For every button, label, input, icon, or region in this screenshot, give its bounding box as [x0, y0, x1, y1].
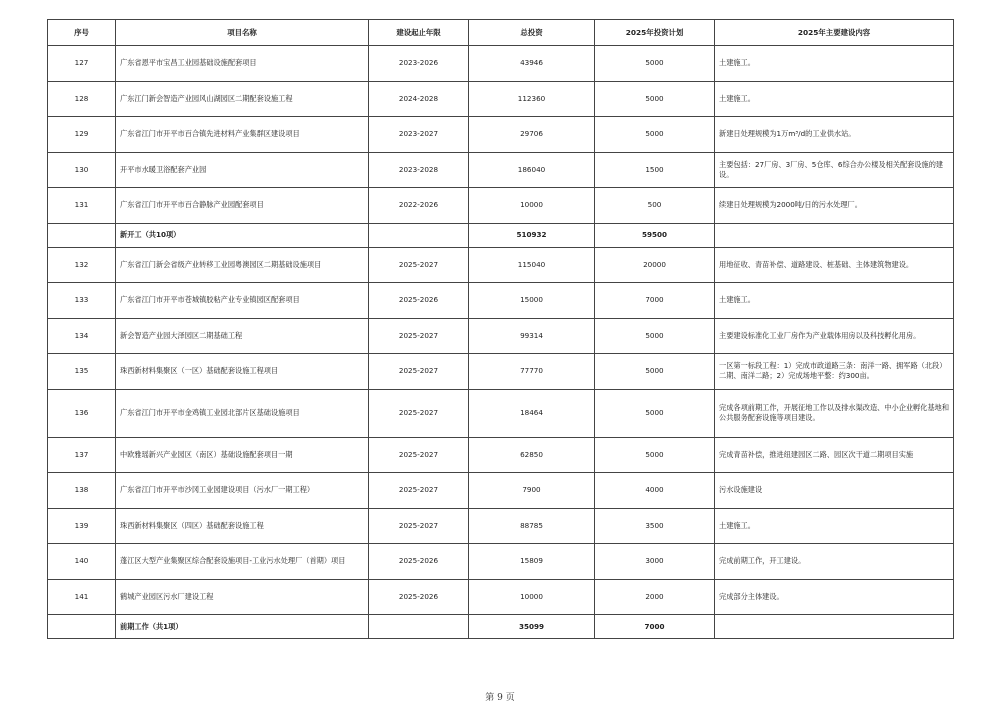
table-row	[48, 389, 954, 437]
cell-index: 138	[48, 473, 116, 509]
cell-2025-plan: 5000	[595, 389, 715, 437]
cell-index: 132	[48, 247, 116, 283]
cell-2025-content: 完成部分主体建设。	[715, 579, 954, 615]
table-row	[48, 354, 954, 390]
cell-index: 141	[48, 579, 116, 615]
cell-period: 2025-2027	[369, 318, 469, 354]
cell-project-name: 前期工作（共1项）	[116, 615, 369, 639]
cell-2025-content: 主要建设标准化工业厂房作为产业载体用房以及科技孵化用房。	[715, 318, 954, 354]
cell-index: 134	[48, 318, 116, 354]
cell-period: 2023-2028	[369, 152, 469, 188]
project-table	[47, 19, 954, 639]
cell-period: 2025-2026	[369, 579, 469, 615]
cell-total-investment: 77770	[469, 354, 595, 390]
cell-total-investment: 43946	[469, 46, 595, 82]
cell-project-name: 广东省江门市开平市苍城镇胶粘产业专业镇园区配套项目	[116, 283, 369, 319]
table-row	[48, 508, 954, 544]
cell-total-investment: 510932	[469, 223, 595, 247]
cell-index: 129	[48, 117, 116, 153]
cell-index: 136	[48, 389, 116, 437]
cell-2025-plan: 5000	[595, 318, 715, 354]
cell-2025-content: 土建施工。	[715, 81, 954, 117]
table-row	[48, 46, 954, 82]
cell-total-investment: 62850	[469, 437, 595, 473]
cell-2025-plan: 7000	[595, 615, 715, 639]
cell-project-name: 广东省江门市开平市百合镇先进材料产业集群区建设项目	[116, 117, 369, 153]
cell-2025-plan: 500	[595, 188, 715, 224]
cell-period: 2024-2028	[369, 81, 469, 117]
cell-index	[48, 223, 116, 247]
cell-index: 133	[48, 283, 116, 319]
cell-total-investment: 15809	[469, 544, 595, 580]
cell-2025-content: 一区第一标段工程：1）完成市政道路三条：南洋一路、拥军路（北段）二期、南洋二路；2）完成场地平整：约300亩。	[715, 354, 954, 390]
cell-period: 2022-2026	[369, 188, 469, 224]
cell-index: 128	[48, 81, 116, 117]
cell-index: 140	[48, 544, 116, 580]
table-subtotal-row	[48, 223, 954, 247]
cell-project-name: 开平市水暖卫浴配套产业园	[116, 152, 369, 188]
cell-2025-plan: 3500	[595, 508, 715, 544]
cell-2025-content	[715, 615, 954, 639]
table-header-row	[48, 20, 954, 46]
cell-period	[369, 223, 469, 247]
cell-2025-content: 完成各项前期工作，开展征地工作以及排水渠改造、中小企业孵化基地和公共服务配套设施等项目建设。	[715, 389, 954, 437]
cell-2025-content: 土建施工。	[715, 46, 954, 82]
cell-total-investment: 7900	[469, 473, 595, 509]
cell-project-name: 珠西新材料集聚区（一区）基础配套设施工程项目	[116, 354, 369, 390]
table-row	[48, 152, 954, 188]
cell-2025-plan: 3000	[595, 544, 715, 580]
cell-2025-content: 污水设施建设	[715, 473, 954, 509]
cell-period: 2023-2027	[369, 117, 469, 153]
cell-total-investment: 29706	[469, 117, 595, 153]
cell-2025-plan: 4000	[595, 473, 715, 509]
cell-total-investment: 18464	[469, 389, 595, 437]
cell-period: 2025-2027	[369, 389, 469, 437]
cell-project-name: 新会智造产业园大泽园区二期基础工程	[116, 318, 369, 354]
cell-index: 135	[48, 354, 116, 390]
cell-project-name: 蓬江区大型产业集聚区综合配套设施项目-工业污水处理厂（首期）项目	[116, 544, 369, 580]
cell-2025-plan: 59500	[595, 223, 715, 247]
cell-project-name: 广东省江门市开平市金鸡镇工业园北部片区基础设施项目	[116, 389, 369, 437]
cell-period: 2023-2026	[369, 46, 469, 82]
header-2025-content: 2025年主要建设内容	[715, 20, 954, 46]
header-2025-plan: 2025年投资计划	[595, 20, 715, 46]
cell-total-investment: 186040	[469, 152, 595, 188]
cell-2025-plan: 5000	[595, 117, 715, 153]
cell-project-name: 广东省恩平市宝昌工业园基础设施配套项目	[116, 46, 369, 82]
cell-2025-content: 主要包括：27厂房、3厂房、5仓库、6综合办公楼及相关配套设施的建设。	[715, 152, 954, 188]
cell-2025-content: 新建日处理规模为1万m³/d的工业供水站。	[715, 117, 954, 153]
cell-index: 130	[48, 152, 116, 188]
cell-2025-content: 用地征收、青苗补偿、道路建设、桩基础、主体建筑物建设。	[715, 247, 954, 283]
cell-project-name: 珠西新材料集聚区（四区）基础配套设施工程	[116, 508, 369, 544]
cell-project-name: 中欧雅瑶新兴产业园区（南区）基础设施配套项目一期	[116, 437, 369, 473]
table-row	[48, 437, 954, 473]
cell-2025-content	[715, 223, 954, 247]
table-row	[48, 188, 954, 224]
table-row	[48, 473, 954, 509]
cell-index: 139	[48, 508, 116, 544]
cell-total-investment: 10000	[469, 188, 595, 224]
cell-total-investment: 15000	[469, 283, 595, 319]
cell-index: 127	[48, 46, 116, 82]
table-row	[48, 579, 954, 615]
cell-2025-content: 土建施工。	[715, 508, 954, 544]
table-subtotal-row	[48, 615, 954, 639]
cell-2025-content: 续建日处理规模为2000吨/日的污水处理厂。	[715, 188, 954, 224]
cell-2025-plan: 20000	[595, 247, 715, 283]
cell-2025-plan: 1500	[595, 152, 715, 188]
cell-period	[369, 615, 469, 639]
cell-2025-plan: 5000	[595, 81, 715, 117]
cell-period: 2025-2027	[369, 437, 469, 473]
header-total-investment: 总投资	[469, 20, 595, 46]
table-row	[48, 81, 954, 117]
cell-2025-plan: 5000	[595, 46, 715, 82]
cell-total-investment: 88785	[469, 508, 595, 544]
cell-total-investment: 10000	[469, 579, 595, 615]
cell-project-name: 广东省江门市开平市百合静脉产业园配套项目	[116, 188, 369, 224]
cell-index: 137	[48, 437, 116, 473]
cell-2025-plan: 5000	[595, 437, 715, 473]
table-row	[48, 247, 954, 283]
cell-period: 2025-2027	[369, 508, 469, 544]
cell-project-name: 鹤城产业园区污水厂建设工程	[116, 579, 369, 615]
cell-period: 2025-2027	[369, 473, 469, 509]
cell-index	[48, 615, 116, 639]
cell-project-name: 新开工（共10项）	[116, 223, 369, 247]
cell-period: 2025-2027	[369, 354, 469, 390]
cell-project-name: 广东省江门市开平市沙冈工业园建设项目（污水厂一期工程）	[116, 473, 369, 509]
cell-total-investment: 112360	[469, 81, 595, 117]
table-row	[48, 283, 954, 319]
cell-period: 2025-2026	[369, 544, 469, 580]
cell-2025-plan: 7000	[595, 283, 715, 319]
cell-total-investment: 115040	[469, 247, 595, 283]
cell-total-investment: 99314	[469, 318, 595, 354]
table-row	[48, 544, 954, 580]
header-period: 建设起止年限	[369, 20, 469, 46]
cell-project-name: 广东省江门新会省级产业转移工业园粤澳园区二期基础设施项目	[116, 247, 369, 283]
header-index: 序号	[48, 20, 116, 46]
table-body	[48, 46, 954, 639]
page-number: 第 9 页	[485, 693, 515, 703]
header-project-name: 项目名称	[116, 20, 369, 46]
cell-2025-content: 土建施工。	[715, 283, 954, 319]
cell-project-name: 广东江门新会智造产业园风山湖园区二期配套设施工程	[116, 81, 369, 117]
table-row	[48, 318, 954, 354]
cell-period: 2025-2026	[369, 283, 469, 319]
cell-2025-content: 完成青苗补偿，推进纽建园区二路、园区次干道二期项目实施	[715, 437, 954, 473]
cell-index: 131	[48, 188, 116, 224]
cell-2025-plan: 2000	[595, 579, 715, 615]
cell-period: 2025-2027	[369, 247, 469, 283]
table-row	[48, 117, 954, 153]
cell-2025-plan: 5000	[595, 354, 715, 390]
cell-2025-content: 完成前期工作，开工建设。	[715, 544, 954, 580]
project-table-sheet	[47, 19, 953, 639]
cell-total-investment: 35099	[469, 615, 595, 639]
